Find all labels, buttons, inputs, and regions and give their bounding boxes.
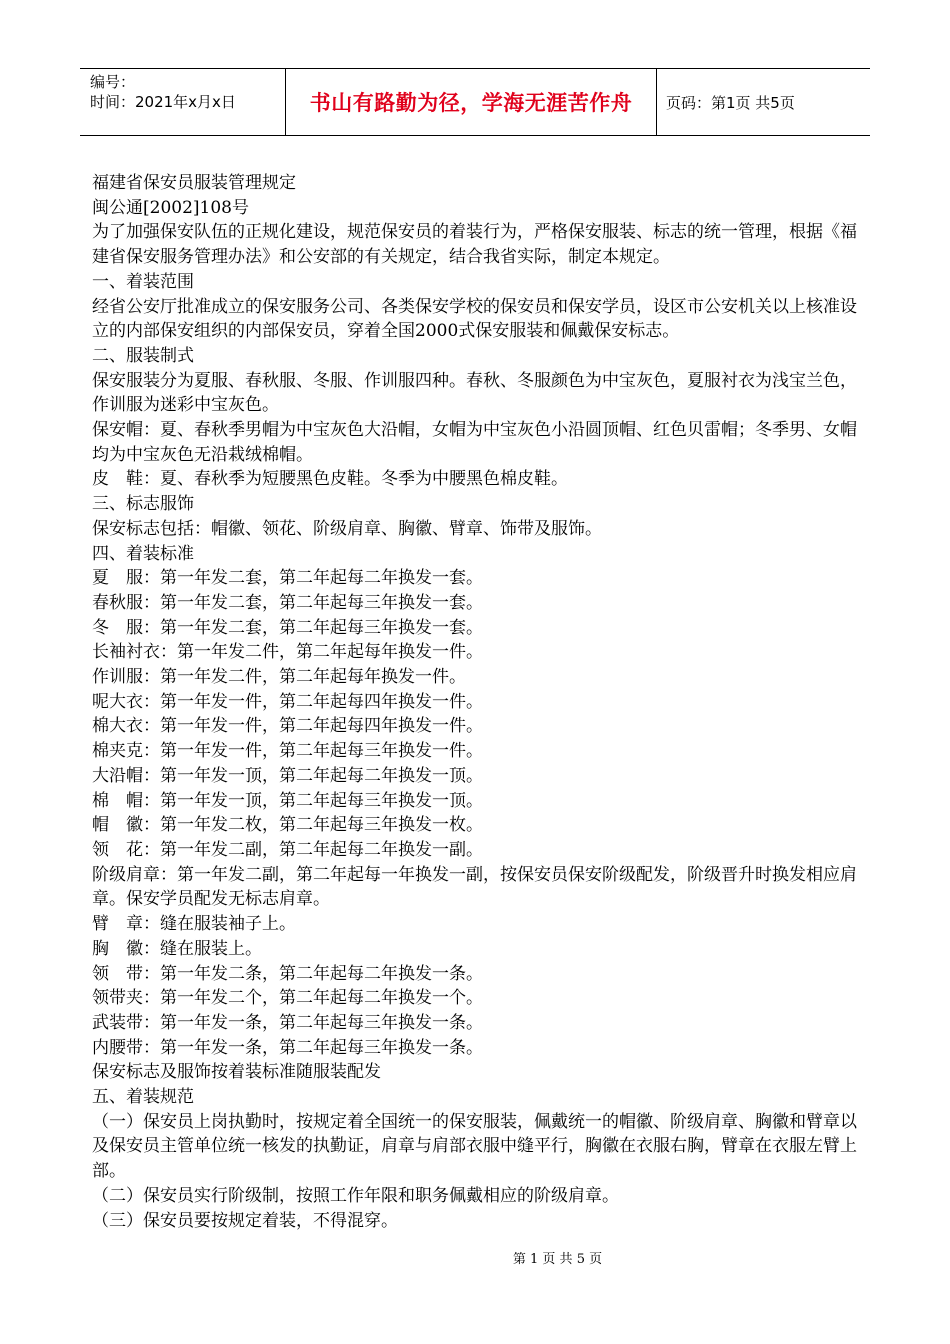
list-item bbox=[92, 591, 864, 616]
list-item bbox=[92, 986, 864, 1011]
section-5-para-3: （三）保安员要按规定着装，不得混穿。 bbox=[92, 1210, 398, 1231]
item-label: 长袖衬衣 bbox=[92, 642, 160, 663]
list-item bbox=[92, 912, 864, 937]
list-item bbox=[92, 566, 864, 591]
document-body bbox=[92, 171, 864, 1233]
item-label: 棉夹克 bbox=[92, 741, 143, 762]
list-item bbox=[92, 813, 864, 838]
item-text: ：第一年发一顶，第二年起每三年换发一顶。 bbox=[143, 790, 483, 811]
doc-number-label: 编号： bbox=[90, 73, 136, 91]
rank-badge-item: 阶级肩章：第一年发二副，第二年起每一年换发一副，按保安员保安阶级配发，阶级晋升时换发相应肩章。保安学员配发无标志肩章。 bbox=[92, 864, 857, 910]
doc-reference: 闽公通[2002]108号 bbox=[92, 197, 249, 218]
item-label: 棉大衣 bbox=[92, 716, 143, 737]
item-text: ：第一年发一条，第二年起每三年换发一条。 bbox=[143, 1037, 483, 1058]
item-text: ：第一年发二套，第二年起每二年换发一套。 bbox=[143, 568, 483, 589]
item-text: ：缝在服装袖子上。 bbox=[143, 914, 296, 935]
list-item bbox=[92, 640, 864, 665]
item-text: ：第一年发二件，第二年起每年换发一件。 bbox=[143, 667, 466, 688]
item-label: 臂 章 bbox=[92, 914, 143, 935]
header-meta bbox=[80, 69, 285, 135]
page-footer: 第 1 页 共 5 页 bbox=[512, 1252, 603, 1267]
list-item bbox=[92, 838, 864, 863]
doc-intro: 为了加强保安队伍的正规化建设，规范保安员的着装行为，严格保安服装、标志的统一管理，根据《福建省保安服务管理办法》和公安部的有关规定，结合我省实际，制定本规定。 bbox=[92, 222, 857, 268]
item-label: 大沿帽 bbox=[92, 765, 143, 786]
page-header bbox=[80, 68, 870, 136]
item-label: 作训服 bbox=[92, 667, 143, 688]
item-label: 领 花 bbox=[92, 839, 143, 860]
list-item bbox=[92, 764, 864, 789]
section-5-para-2: （二）保安员实行阶级制，按照工作年限和职务佩戴相应的阶级肩章。 bbox=[92, 1185, 619, 1206]
item-label: 呢大衣 bbox=[92, 691, 143, 712]
item-text: ：第一年发二个，第二年起每二年换发一个。 bbox=[143, 988, 483, 1009]
doc-title: 福建省保安员服装管理规定 bbox=[92, 173, 296, 193]
item-text: ：第一年发二枚，第二年起每三年换发一枚。 bbox=[143, 815, 483, 836]
doc-date: 时间：2021年x月x日 bbox=[90, 93, 236, 111]
list-item bbox=[92, 714, 864, 739]
item-label: 冬 服 bbox=[92, 617, 143, 638]
item-text: ：第一年发一件，第二年起每四年换发一件。 bbox=[143, 716, 483, 737]
shoes-text: ：夏、春秋季为短腰黑色皮鞋。冬季为中腰黑色棉皮鞋。 bbox=[143, 469, 568, 490]
item-text: ：第一年发二件，第二年起每年换发一件。 bbox=[160, 642, 483, 663]
item-label: 领带夹 bbox=[92, 988, 143, 1009]
list-item bbox=[92, 789, 864, 814]
item-label: 武装带 bbox=[92, 1012, 143, 1033]
item-label: 内腰带 bbox=[92, 1037, 143, 1058]
list-item bbox=[92, 665, 864, 690]
item-text: ：第一年发一条，第二年起每三年换发一条。 bbox=[143, 1012, 483, 1033]
shoes-label: 皮 鞋 bbox=[92, 469, 143, 490]
header-page-info: 页码：第1页 共5页 bbox=[666, 93, 795, 112]
section-1-text: 经省公安厅批准成立的保安服务公司、各类保安学校的保安员和保安学员，设区市公安机关以上核准设立的内部保安组织的内部保安员，穿着全国2000式保安服装和佩戴保安标志。 bbox=[92, 296, 857, 342]
item-label: 胸 徽 bbox=[92, 938, 143, 959]
section-1-title: 一、着装范围 bbox=[92, 271, 194, 292]
item-label: 夏 服 bbox=[92, 568, 143, 589]
list-item bbox=[92, 937, 864, 962]
item-text: ：第一年发二套，第二年起每三年换发一套。 bbox=[143, 592, 483, 613]
item-label: 领 带 bbox=[92, 963, 143, 984]
item-label: 棉 帽 bbox=[92, 790, 143, 811]
section-2-title: 二、服装制式 bbox=[92, 345, 194, 366]
list-item bbox=[92, 1036, 864, 1061]
section-5-para-1: （一）保安员上岗执勤时，按规定着全国统一的保安服装，佩戴统一的帽徽、阶级肩章、胸徽和臂章以及保安员主管单位统一核发的执勤证，肩章与肩部衣服中缝平行，胸徽在衣服右胸，臂章在衣服左臂上部。 bbox=[92, 1111, 857, 1182]
item-label: 帽 徽 bbox=[92, 815, 143, 836]
list-item bbox=[92, 690, 864, 715]
header-motto: 书山有路勤为径，学海无涯苦作舟 bbox=[285, 69, 657, 135]
section-3-text: 保安标志包括：帽徽、领花、阶级肩章、胸徽、臂章、饰带及服饰。 bbox=[92, 518, 602, 539]
item-text: ：第一年发二副，第二年起每二年换发一副。 bbox=[143, 839, 483, 860]
section-4-note: 保安标志及服饰按着装标准随服装配发 bbox=[92, 1062, 381, 1083]
list-item bbox=[92, 962, 864, 987]
section-4-title: 四、着装标准 bbox=[92, 543, 194, 564]
section-2-shoes bbox=[92, 467, 864, 492]
section-2-para-2: 保安帽：夏、春秋季男帽为中宝灰色大沿帽，女帽为中宝灰色小沿圆顶帽、红色贝雷帽；冬季男、女帽均为中宝灰色无沿栽绒棉帽。 bbox=[92, 420, 857, 465]
section-2-para-1: 保安服装分为夏服、春秋服、冬服、作训服四种。春秋、冬服颜色为中宝灰色，夏服衬衣为浅宝兰色，作训服为迷彩中宝灰色。 bbox=[92, 370, 857, 416]
item-text: ：第一年发一顶，第二年起每二年换发一顶。 bbox=[143, 765, 483, 786]
item-text: ：第一年发二套，第二年起每三年换发一套。 bbox=[143, 617, 483, 638]
item-text: ：第一年发二条，第二年起每二年换发一条。 bbox=[143, 963, 483, 984]
item-text: ：第一年发一件，第二年起每三年换发一件。 bbox=[143, 741, 483, 762]
item-text: ：第一年发一件，第二年起每四年换发一件。 bbox=[143, 691, 483, 712]
section-5-title: 五、着装规范 bbox=[92, 1087, 194, 1108]
list-item bbox=[92, 616, 864, 641]
section-3-title: 三、标志服饰 bbox=[92, 494, 194, 515]
item-label: 春秋服 bbox=[92, 592, 143, 613]
item-text: ：缝在服装上。 bbox=[143, 938, 262, 959]
list-item bbox=[92, 1011, 864, 1036]
list-item bbox=[92, 739, 864, 764]
